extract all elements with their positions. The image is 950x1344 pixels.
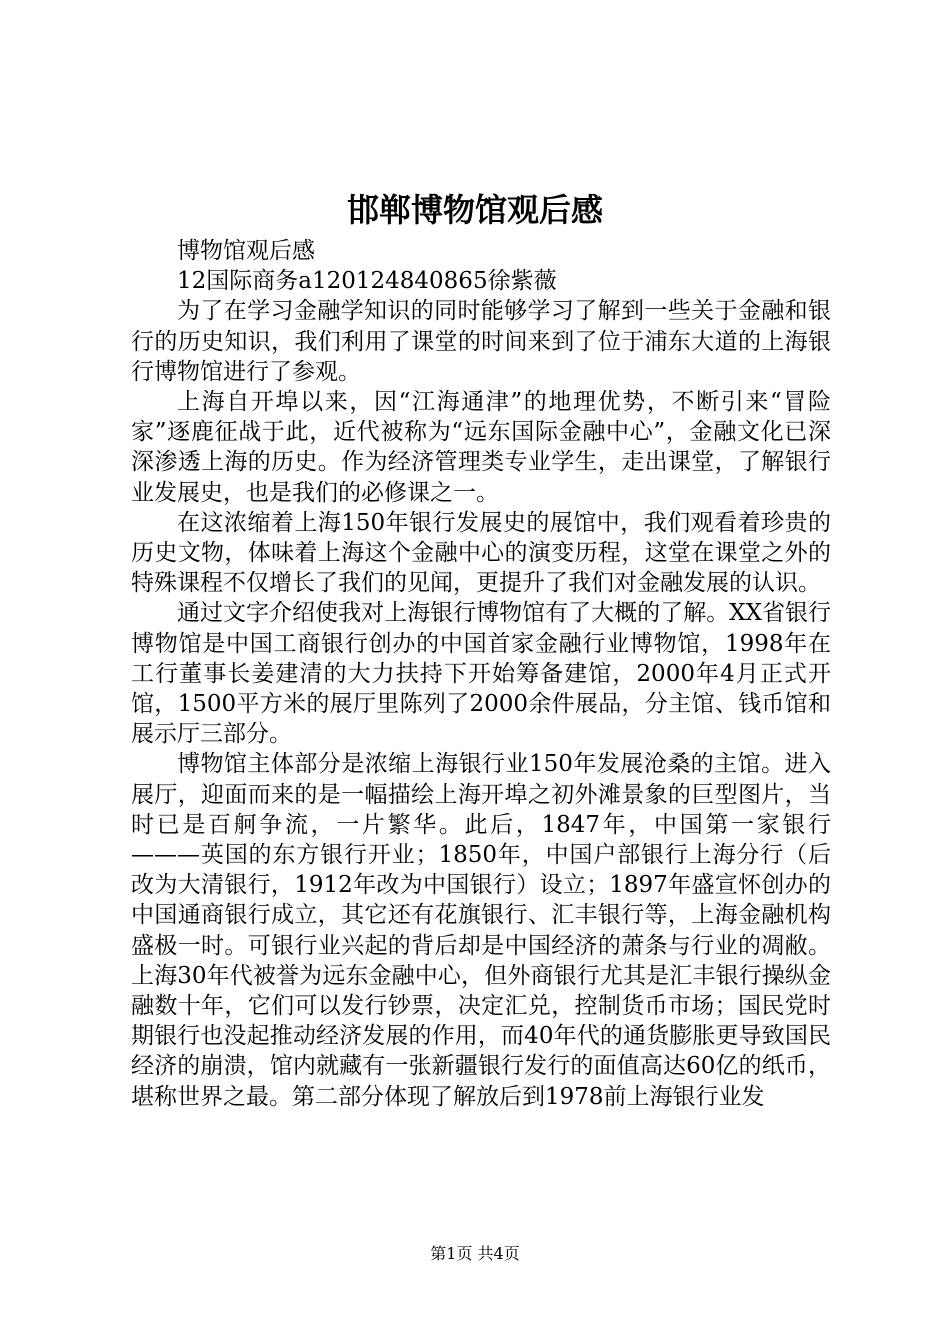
paragraph-2: 上海自开埠以来，因“江海通津”的地理优势，不断引来“冒险家”逐鹿征战于此，近代被称为“远东国际金融中心”，金融文化已深深渗透上海的历史。作为经济管理类专业学生，走出课堂，了解银行业发展史，也是我们的必修课之一。 (131, 389, 831, 506)
paragraph-5: 博物馆主体部分是浓缩上海银行业150年发展沧桑的主馆。进入展厅，迎面而来的是一幅描绘上海开埠之初外滩景象的巨型图片，当时已是百舸争流，一片繁华。此后，1847年，中国第一家银行———英国的东方银行开业；1850年，中国户部银行上海分行（后改为大清银行，1912年改为中国银行）设立；1897年盛宣怀创办的中国通商银行成立，其它还有花旗银行、汇丰银行等，上海金融机构盛极一时。可银行业兴起的背后却是中国经济的萧条与行业的凋敝。上海30年代被誉为远东金融中心，但外商银行尤其是汇丰银行操纵金融数十年，它们可以发行钞票，决定汇兑，控制货币市场；国民党时期银行也没起推动经济发展的作用，而40年代的通货膨胀更导致国民经济的崩溃，馆内就藏有一张新疆银行发行的面值高达60亿的纸币，堪称世界之最。第二部分体现了解放后到1978前上海银行业发 (131, 751, 831, 1110)
document-body (131, 236, 831, 1112)
page-title: 邯郸博物馆观后感 (346, 191, 603, 229)
paragraph-1: 为了在学习金融学知识的同时能够学习了解到一些关于金融和银行的历史知识，我们利用了课堂的时间来到了位于浦东大道的上海银行博物馆进行了参观。 (131, 298, 831, 385)
document-subtitle: 博物馆观后感 (177, 238, 315, 264)
author-line: 12国际商务a120124840865徐紫薇 (177, 268, 557, 295)
paragraph-3: 在这浓缩着上海150年银行发展史的展馆中，我们观看着珍贵的历史文物，体味着上海这个金融中心的演变历程，这堂在课堂之外的特殊课程不仅增长了我们的见闻，更提升了我们对金融发展的认识。 (131, 509, 831, 597)
paragraph-4: 通过文字介绍使我对上海银行博物馆有了大概的了解。XX省银行博物馆是中国工商银行创办的中国首家金融行业博物馆，1998年在工行董事长姜建清的大力扶持下开始筹备建馆，2000年4月正式开馆，1500平方米的展厅里陈列了2000余件展品，分主馆、钱币馆和展示厅三部分。 (131, 600, 831, 748)
page-footer: 第1页 共4页 (430, 1244, 520, 1263)
